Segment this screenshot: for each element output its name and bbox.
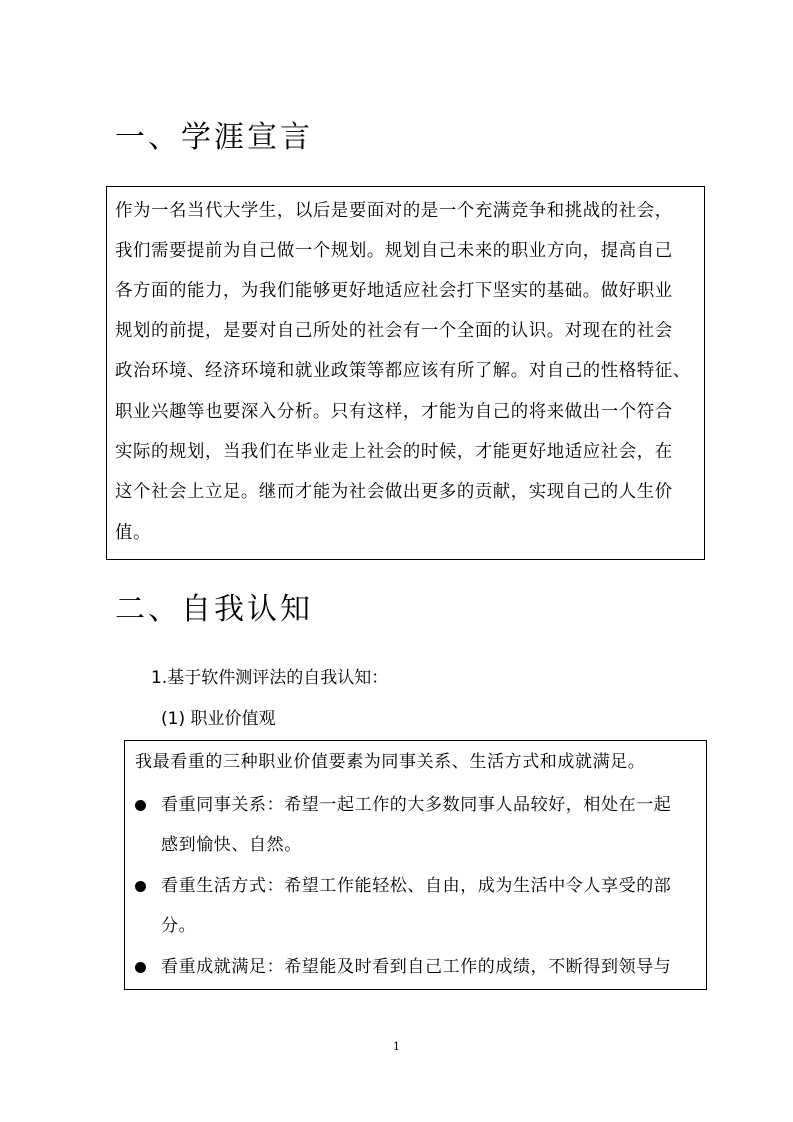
values-intro: 我最看重的三种职业价值要素为同事关系、生活方式和成就满足。 (135, 752, 646, 772)
bullet-line: 分。 (161, 916, 197, 936)
bullet-dot-icon (135, 881, 146, 892)
bullet-line: 看重同事关系：希望一起工作的大多数同事人品较好，相处在一起 (161, 795, 672, 815)
section-heading-self-awareness: 二、自我认知 (115, 592, 313, 627)
paragraph-line: 我们需要提前为自己做一个规划。规划自己未来的职业方向，提高自己 (115, 241, 673, 261)
paragraph-line: 值。 (115, 523, 151, 543)
page-number: 1 (393, 1040, 400, 1053)
declaration-text-box (106, 186, 705, 560)
subheading-software-assessment: 1.基于软件测评法的自我认知： (151, 668, 389, 688)
bullet-line: 看重成就满足：希望能及时看到自己工作的成绩，不断得到领导与 (161, 957, 672, 977)
bullet-dot-icon (135, 800, 146, 811)
paragraph-line: 这个社会上立足。继而才能为社会做出更多的贡献，实现自己的人生价 (115, 482, 673, 502)
paragraph-line: 政治环境、经济环境和就业政策等都应该有所了解。对自己的性格特征、 (115, 361, 691, 381)
paragraph-line: 作为一名当代大学生，以后是要面对的是一个充满竞争和挑战的社会， (115, 201, 673, 221)
bullet-line: 看重生活方式：希望工作能轻松、自由，成为生活中令人享受的部 (161, 876, 672, 896)
section-heading-career-declaration: 一、学涯宣言 (115, 120, 313, 155)
subheading-career-values: (1) 职业价值观 (161, 709, 276, 729)
bullet-dot-icon (135, 962, 146, 973)
paragraph-line: 实际的规划，当我们在毕业走上社会的时候，才能更好地适应社会，在 (115, 442, 673, 462)
bullet-line: 感到愉快、自然。 (161, 835, 302, 855)
paragraph-line: 各方面的能力，为我们能够更好地适应社会打下坚实的基础。做好职业 (115, 281, 673, 301)
paragraph-line: 规划的前提，是要对自己所处的社会有一个全面的认识。对现在的社会 (115, 321, 673, 341)
career-values-box (124, 740, 707, 990)
paragraph-line: 职业兴趣等也要深入分析。只有这样，才能为自己的将来做出一个符合 (115, 402, 673, 422)
